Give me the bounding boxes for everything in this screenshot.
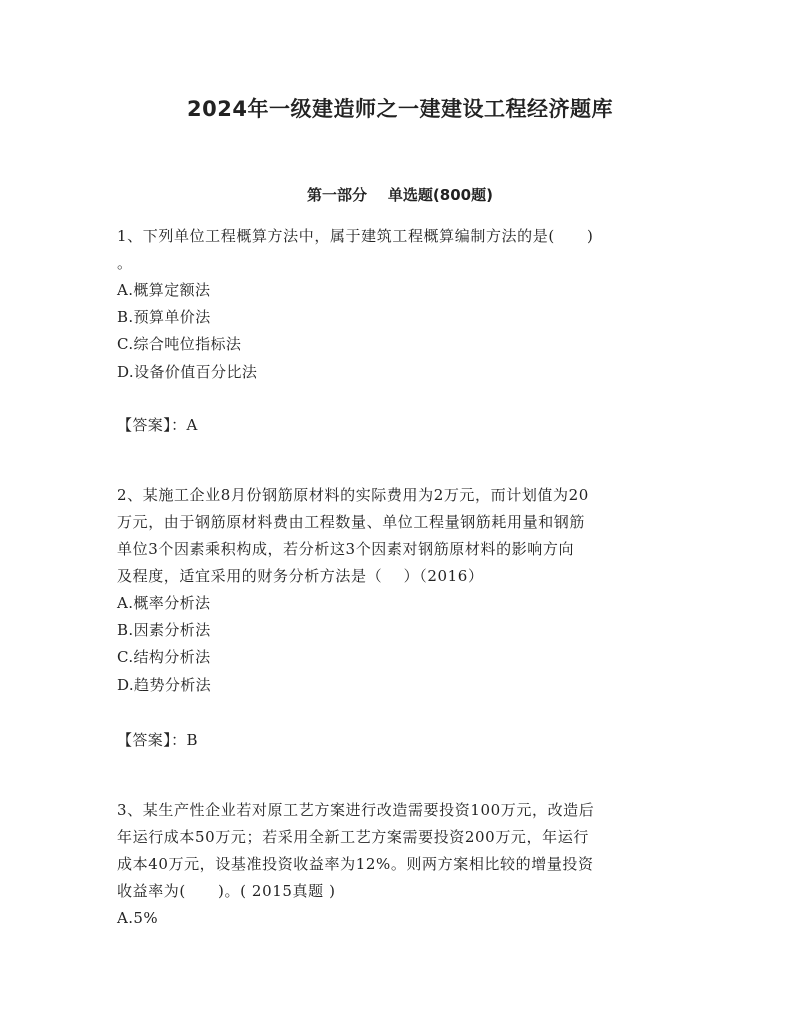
question-1-option-a: A.概算定额法 (117, 281, 211, 299)
question-2-text-line-1: 2、某施工企业8月份钢筋原材料的实际费用为2万元，而计划值为20 (117, 486, 589, 504)
section-title: 第一部分 单选题(800题) (307, 186, 493, 204)
question-3-option-a: A.5% (117, 909, 158, 927)
question-1-option-d: D.设备价值百分比法 (117, 363, 258, 381)
question-2-option-b: B.因素分析法 (117, 621, 211, 639)
question-1-option-c: C.综合吨位指标法 (117, 335, 242, 353)
document-title: 2024年一级建造师之一建建设工程经济题库 (187, 97, 613, 121)
question-1-text-line-1: 1、下列单位工程概算方法中，属于建筑工程概算编制方法的是( ) (117, 227, 594, 245)
question-2-option-a: A.概率分析法 (117, 594, 211, 612)
question-2-text-line-2: 万元，由于钢筋原材料费由工程数量、单位工程量钢筋耗用量和钢筋 (117, 513, 586, 531)
question-2-option-d: D.趋势分析法 (117, 676, 212, 694)
question-3-text-line-3: 成本40万元，设基准投资收益率为12%。则两方案相比较的增量投资 (117, 855, 594, 873)
question-3-text-line-1: 3、某生产性企业若对原工艺方案进行改造需要投资100万元，改造后 (117, 801, 595, 819)
question-3-text-line-4: 收益率为( )。( 2015真题 ) (117, 882, 336, 900)
question-1-option-b: B.预算单价法 (117, 308, 211, 326)
question-1-text-line-2: 。 (117, 254, 133, 272)
question-2-answer: 【答案】：B (117, 731, 198, 749)
question-2-option-c: C.结构分析法 (117, 648, 211, 666)
question-1-answer: 【答案】：A (117, 416, 198, 434)
question-2-text-line-3: 单位3个因素乘积构成，若分析这3个因素对钢筋原材料的影响方向 (117, 540, 575, 558)
question-2-text-line-4: 及程度，适宜采用的财务分析方法是（ ）（2016） (117, 567, 484, 585)
question-3-text-line-2: 年运行成本50万元；若采用全新工艺方案需要投资200万元，年运行 (117, 828, 589, 846)
